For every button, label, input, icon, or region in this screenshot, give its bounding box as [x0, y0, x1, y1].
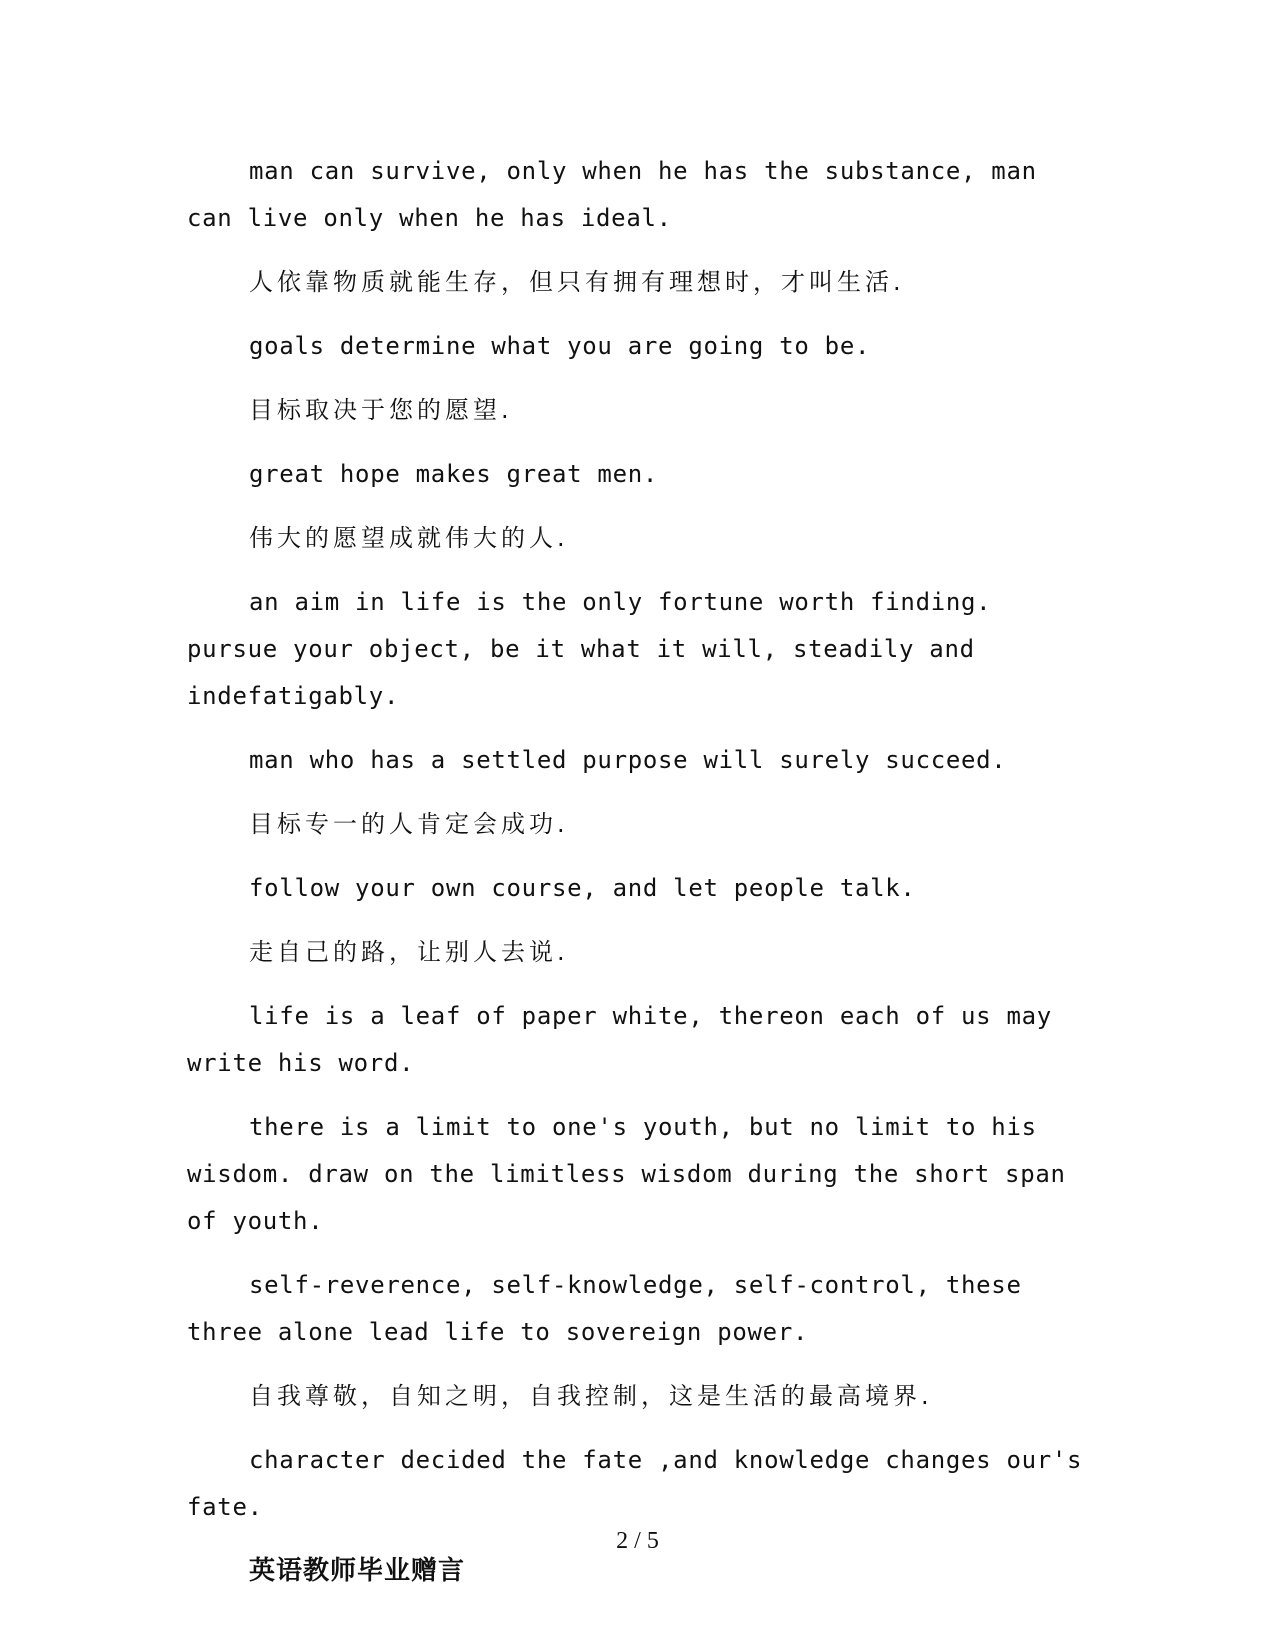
document-body	[187, 148, 1087, 1594]
paragraph: 自我尊敬，自知之明，自我控制，这是生活的最高境界.	[249, 1382, 933, 1410]
paragraph: 人依靠物质就能生存，但只有拥有理想时，才叫生活.	[249, 268, 905, 296]
paragraph: 伟大的愿望成就伟大的人.	[249, 524, 569, 552]
paragraph: character decided the fate ,and knowledge changes our's fate.	[187, 1446, 1083, 1521]
paragraph: man can survive, only when he has the substance, man can live only when he has ideal.	[187, 157, 1037, 232]
paragraph: self-reverence, self-knowledge, self-control, these three alone lead life to sovereign power.	[187, 1271, 1022, 1346]
paragraph: 目标取决于您的愿望.	[249, 396, 513, 424]
paragraph: there is a limit to one's youth, but no limit to his wisdom. draw on the limitless wisdom during the short span of youth.	[187, 1113, 1066, 1235]
paragraph: follow your own course, and let people talk.	[249, 874, 916, 902]
paragraph: an aim in life is the only fortune worth finding. pursue your object, be it what it will, steadily and indefatigably.	[187, 588, 992, 710]
paragraph: man who has a settled purpose will surely succeed.	[249, 746, 1007, 774]
section-heading: 英语教师毕业赠言	[249, 1556, 466, 1586]
paragraph: great hope makes great men.	[249, 460, 659, 488]
page-number: 2 / 5	[616, 1528, 659, 1554]
paragraph: goals determine what you are going to be.	[249, 332, 871, 360]
paragraph: 走自己的路，让别人去说.	[249, 938, 569, 966]
paragraph: life is a leaf of paper white, thereon each of us may write his word.	[187, 1002, 1052, 1077]
paragraph: 目标专一的人肯定会成功.	[249, 810, 569, 838]
